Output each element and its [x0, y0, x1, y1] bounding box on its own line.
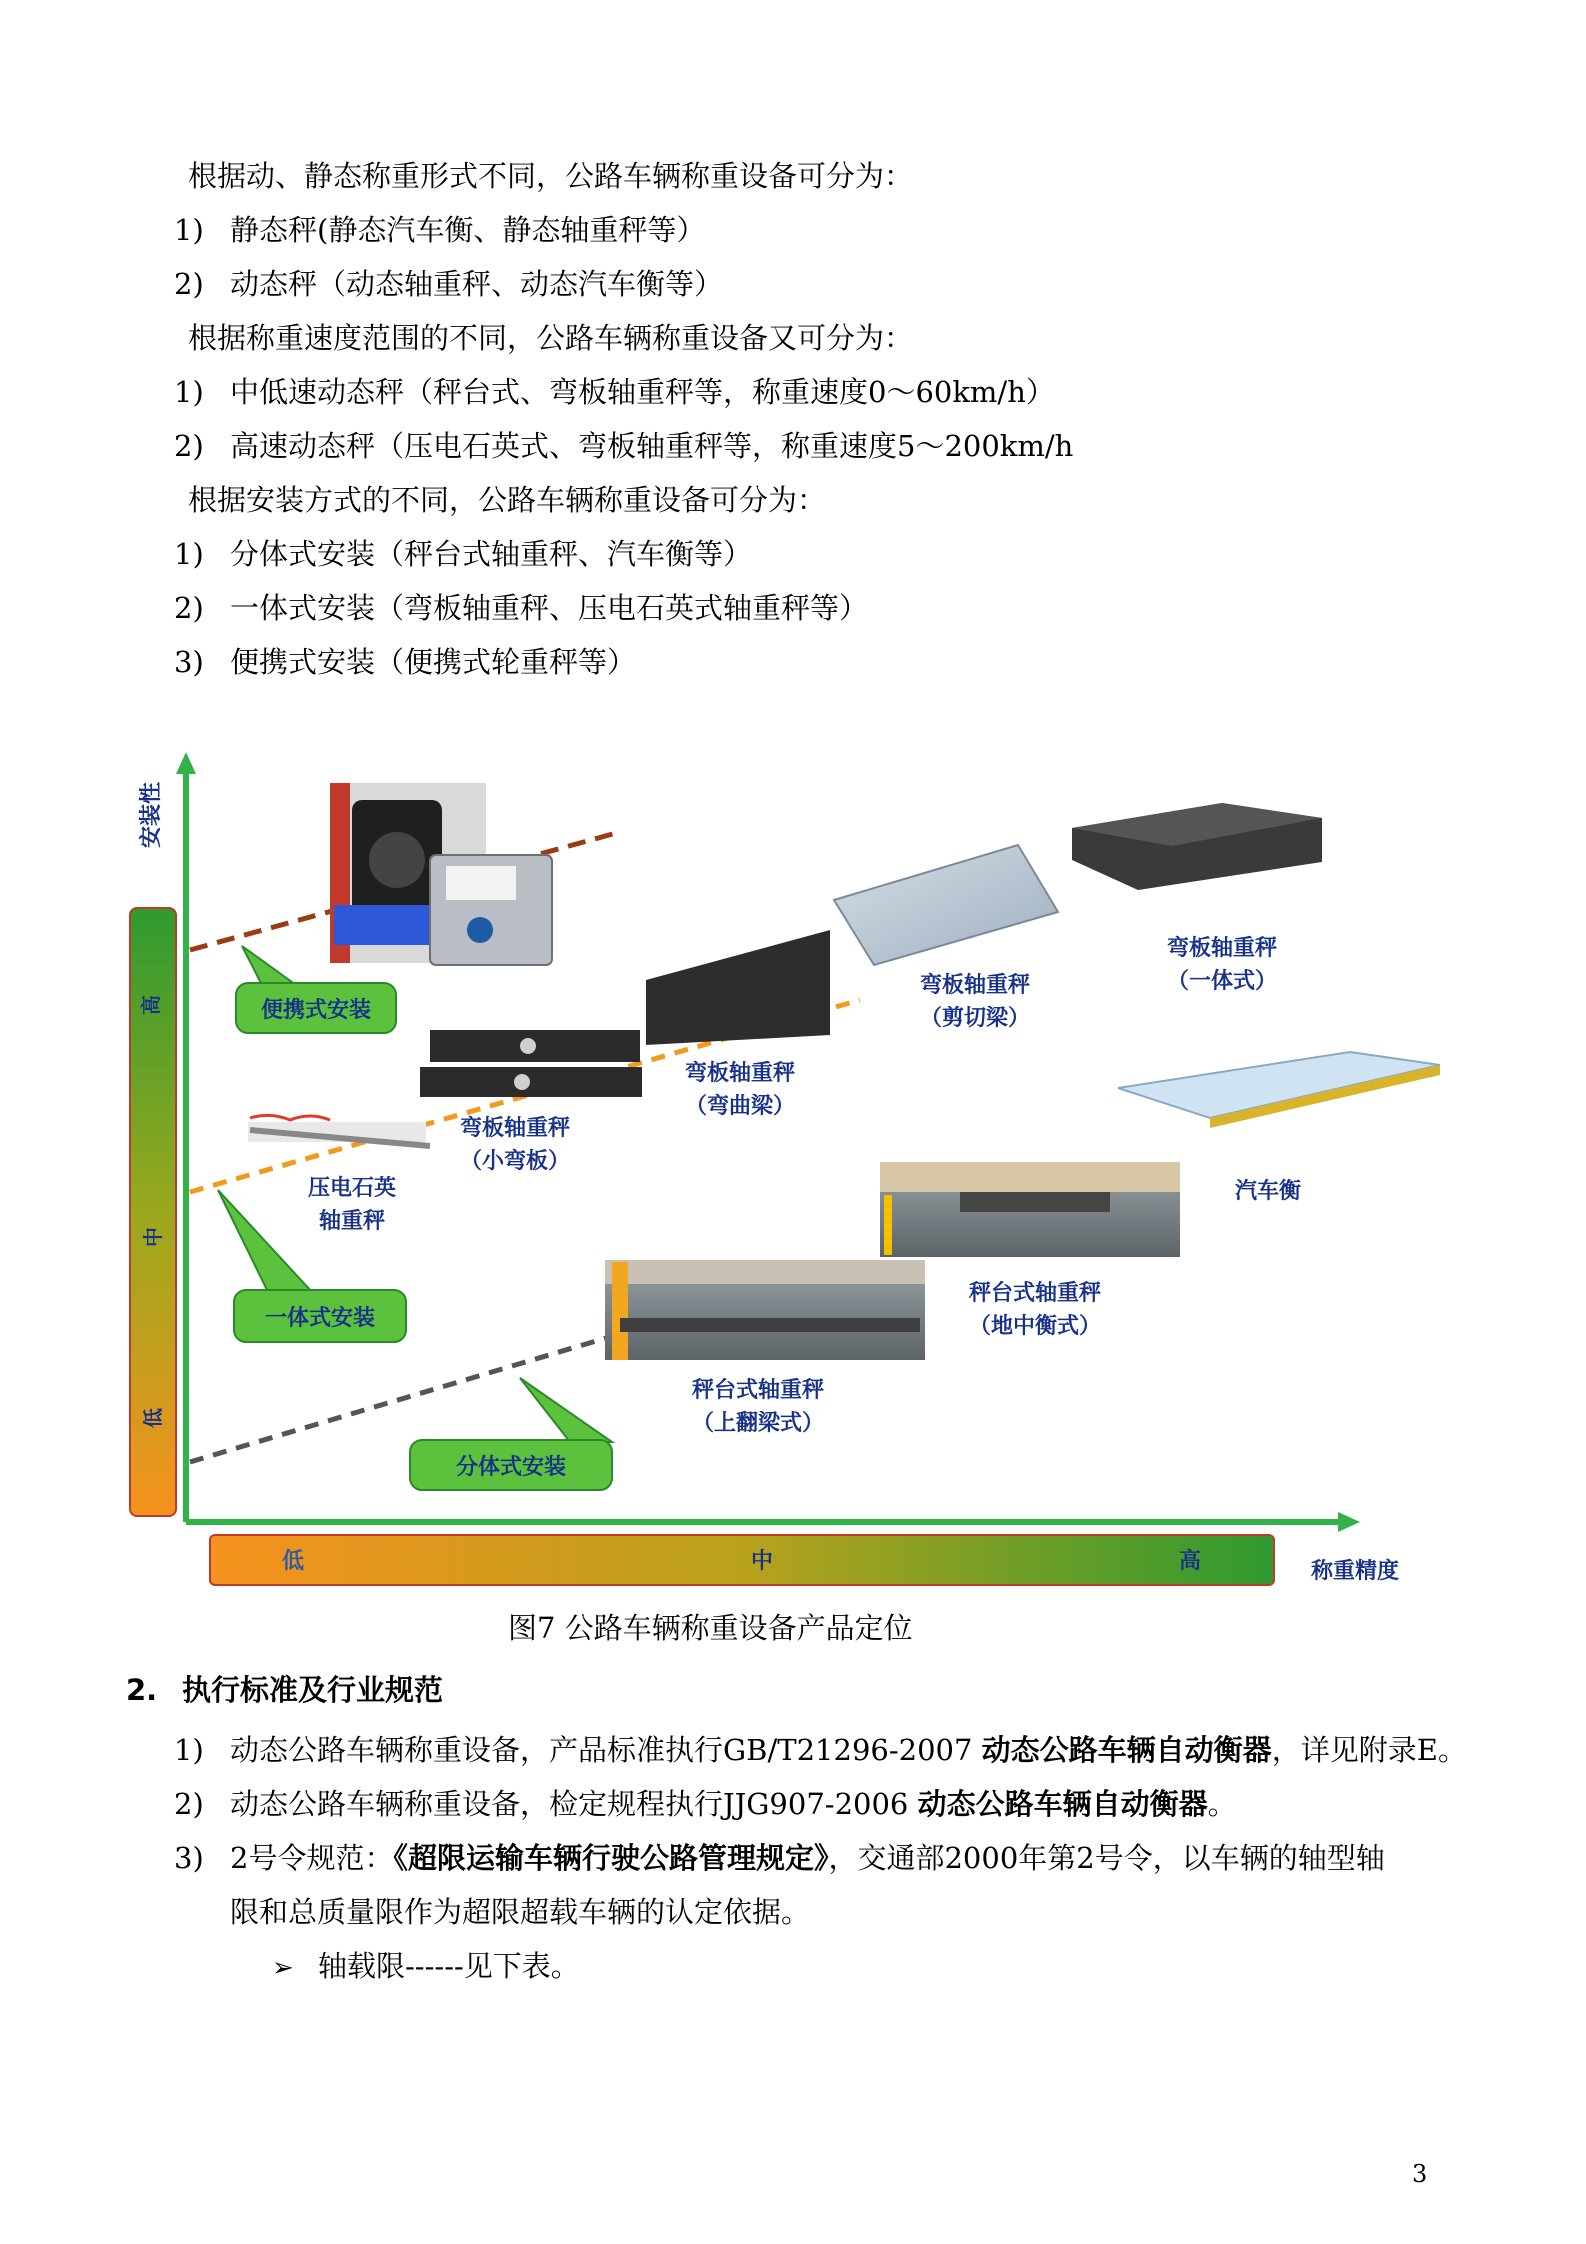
product-label: （一体式）: [1166, 969, 1278, 994]
bend-beam-image: [646, 930, 830, 1045]
list-text: 静态秤(静态汽车衡、静态轴重秤等）: [230, 213, 706, 247]
x-axis-title: 称重精度: [1310, 1559, 1400, 1584]
list-number: 1): [174, 537, 204, 571]
list-number: 3): [174, 1841, 204, 1875]
portable-scale-image: [330, 783, 552, 965]
intro-paragraph-1: 根据动、静态称重形式不同，公路车辆称重设备可分为：: [188, 159, 914, 193]
product-label: 汽车衡: [1234, 1179, 1302, 1204]
list-number: 1): [174, 213, 204, 247]
page-number: 3: [1412, 2160, 1428, 2188]
list-item-continuation: 限和总质量限作为超限超载车辆的认定依据。: [230, 1895, 811, 1929]
list-text: 动态公路车辆称重设备，产品标准执行GB/T21296-2007: [230, 1733, 982, 1767]
y-axis: [176, 752, 196, 1522]
piezo-sensor-image: [248, 1115, 430, 1146]
x-level-bar: [210, 1535, 1274, 1585]
x-axis: [186, 1512, 1360, 1532]
list-number: 2): [174, 591, 204, 625]
x-level-label: 低: [281, 1549, 305, 1574]
list-text: 中低速动态秤（秤台式、弯板轴重秤等，称重速度0～60km/h）: [230, 375, 1055, 409]
product-label: 弯板轴重秤: [459, 1116, 571, 1141]
callout-label: 一体式安装: [264, 1306, 376, 1331]
x-level-label: 高: [1178, 1549, 1202, 1574]
list-item: [174, 1840, 1385, 1876]
intro-paragraph-3: 根据安装方式的不同，公路车辆称重设备可分为：: [188, 483, 827, 517]
list-text: 。: [1207, 1787, 1237, 1821]
list-text: 高速动态秤（压电石英式、弯板轴重秤等，称重速度5～200km/h: [230, 429, 1074, 463]
y-level-label: 中: [141, 1227, 165, 1247]
pit-scale-image: [880, 1162, 1180, 1257]
small-plate-image: [420, 1030, 642, 1097]
product-label: （小弯板）: [459, 1149, 571, 1174]
list-number: 1): [174, 1733, 204, 1767]
y-level-label: 低: [141, 1408, 165, 1428]
product-label: （上翻梁式）: [691, 1411, 825, 1436]
list-number: 3): [174, 645, 204, 679]
list-text: 便携式安装（便携式轮重秤等）: [230, 645, 637, 679]
list-item: [174, 266, 723, 302]
list-text: 分体式安装（秤台式轴重秤、汽车衡等）: [230, 537, 753, 571]
standard-name: 动态公路车辆自动衡器: [981, 1733, 1272, 1767]
product-label: （剪切梁）: [919, 1006, 1031, 1031]
list-number: 2): [174, 429, 204, 463]
product-label: （地中衡式）: [968, 1314, 1102, 1339]
section-number: 2.: [126, 1673, 158, 1707]
product-label: 秤台式轴重秤: [691, 1378, 825, 1403]
section-heading: [126, 1672, 443, 1708]
bullet-text: 轴载限------见下表。: [318, 1949, 580, 1983]
list-number: 1): [174, 375, 204, 409]
y-level-label: 高: [139, 995, 163, 1015]
arrow-bullet-icon: ➢: [272, 1953, 294, 1983]
intro-paragraph-2: 根据称重速度范围的不同，公路车辆称重设备又可分为：: [188, 321, 914, 355]
figure-caption: 图7 公路车辆称重设备产品定位: [508, 1611, 913, 1645]
callout-label: 分体式安装: [455, 1455, 567, 1480]
list-item: [174, 428, 1073, 464]
product-label: （弯曲梁）: [684, 1094, 796, 1119]
list-item: [174, 1732, 1467, 1768]
list-item: [174, 644, 636, 680]
callout-label: 便携式安装: [260, 998, 372, 1023]
callout-split: [410, 1378, 612, 1490]
integral-plate-image: [1072, 803, 1322, 890]
list-text: ，交通部2000年第2号令，以车辆的轴型轴: [828, 1841, 1385, 1875]
product-label: 弯板轴重秤: [684, 1061, 796, 1086]
list-text: ，详见附录E。: [1271, 1733, 1467, 1767]
product-label: 压电石英: [307, 1176, 397, 1201]
product-label: 弯板轴重秤: [919, 973, 1031, 998]
list-number: 2): [174, 1787, 204, 1821]
list-item: [174, 590, 868, 626]
list-item: [174, 1786, 1237, 1822]
list-text: 2号令规范：: [230, 1841, 394, 1875]
standard-name: 动态公路车辆自动衡器: [917, 1787, 1208, 1821]
positioning-diagram: [0, 740, 1586, 1600]
product-label: 弯板轴重秤: [1166, 936, 1278, 961]
list-text: 动态秤（动态轴重秤、动态汽车衡等）: [230, 267, 724, 301]
list-item: [174, 212, 705, 248]
truck-scale-image: [1118, 1052, 1440, 1128]
list-item: [174, 536, 752, 572]
list-text: 一体式安装（弯板轴重秤、压电石英式轴重秤等）: [230, 591, 869, 625]
bullet-item: [272, 1948, 580, 1986]
y-axis-title: 安装性: [139, 781, 164, 849]
list-item: [174, 374, 1055, 410]
product-label: 轴重秤: [318, 1209, 386, 1234]
x-level-label: 中: [750, 1549, 774, 1574]
product-label: 秤台式轴重秤: [968, 1281, 1102, 1306]
list-number: 2): [174, 267, 204, 301]
list-text: 动态公路车辆称重设备，检定规程执行JJG907-2006: [230, 1787, 918, 1821]
flip-scale-image: [605, 1260, 925, 1360]
section-title: 执行标准及行业规范: [182, 1673, 444, 1707]
regulation-name: 《超限运输车辆行驶公路管理规定》: [393, 1841, 829, 1875]
shear-beam-image: [834, 845, 1058, 965]
